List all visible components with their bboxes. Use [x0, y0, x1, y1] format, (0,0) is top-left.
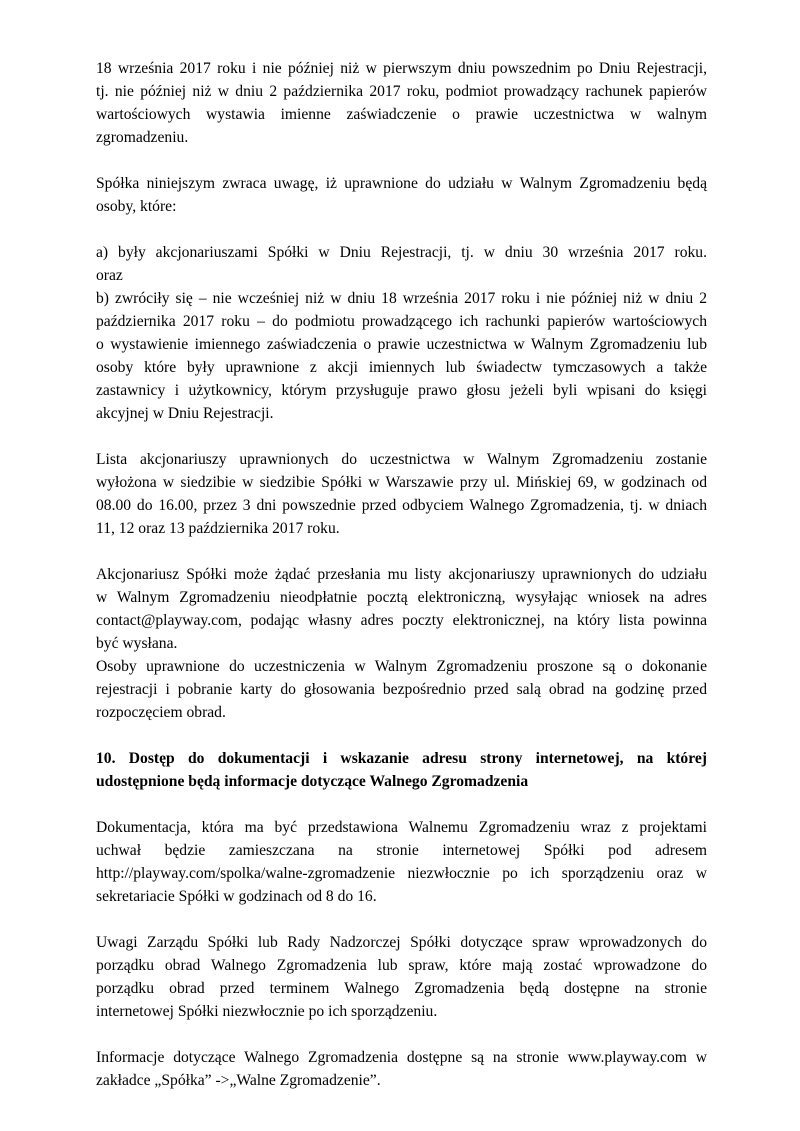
text-line: zakładce „Spółka” ->„Walne Zgromadzenie”. [96, 1072, 381, 1089]
paragraph-documentation [96, 816, 707, 908]
text-line: porządku obrad przed terminem Walnego Zgromadzenia będą dostępne na stronie [96, 980, 707, 997]
text-line: Lista akcjonariuszy uprawnionych do uczestnictwa w Walnym Zgromadzeniu zostanie [96, 451, 707, 468]
text-line: Uwagi Zarządu Spółki lub Rady Nadzorczej Spółki dotyczące spraw wprowadzonych do [96, 934, 707, 951]
text-line: Dokumentacja, która ma być przedstawiona Walnemu Zgromadzeniu wraz z projektami [96, 819, 707, 836]
heading-line: 10. Dostęp do dokumentacji i wskazanie adresu strony internetowej, na której [96, 750, 707, 767]
text-line: Spółka niniejszym zwraca uwagę, iż uprawnione do udziału w Walnym Zgromadzeniu będą [96, 175, 707, 192]
text-line: Akcjonariusz Spółki może żądać przesłania mu listy akcjonariuszy uprawnionych do udziału [96, 566, 707, 583]
text-line: osoby, które: [96, 198, 177, 215]
paragraph-list-request [96, 563, 707, 655]
text-line: uchwał będzie zamieszczana na stronie internetowej Spółki pod adresem [96, 842, 707, 859]
text-line: Osoby uprawnione do uczestniczenia w Walnym Zgromadzeniu proszone są o dokonanie [96, 658, 707, 675]
text-line: sekretariacie Spółki w godzinach od 8 do 16. [96, 888, 377, 905]
text-line: wyłożona w siedzibie w siedzibie Spółki w Warszawie przy ul. Mińskiej 69, w godzinach od [96, 474, 707, 491]
paragraph-eligibility-conditions [96, 241, 707, 425]
text-line: wartościowych wystawia imienne zaświadczenie o prawie uczestnictwa w walnym [96, 106, 707, 123]
document-page [96, 57, 707, 1115]
text-line: akcyjnej w Dniu Rejestracji. [96, 405, 274, 422]
text-line: contact@playway.com, podając własny adres poczty elektronicznej, na który lista powinna [96, 612, 707, 629]
text-line: 11, 12 oraz 13 października 2017 roku. [96, 520, 340, 537]
text-line: http://playway.com/spolka/walne-zgromadzenie niezwłocznie po ich sporządzeniu oraz w [96, 865, 707, 882]
text-line: rozpoczęciem obrad. [96, 704, 226, 721]
text-line: w Walnym Zgromadzeniu nieodpłatnie pocztą elektroniczną, wysyłając wniosek na adres [96, 589, 707, 606]
paragraph-shareholder-list [96, 448, 707, 540]
paragraph-eligibility-intro [96, 172, 707, 218]
paragraph-registration [96, 655, 707, 724]
text-line: Informacje dotyczące Walnego Zgromadzenia dostępne są na stronie www.playway.com w [96, 1049, 707, 1066]
text-line: zastawnicy i użytkownicy, którym przysługuje prawo głosu jeżeli byli wpisani do księgi [96, 382, 707, 399]
text-line: oraz [96, 267, 123, 284]
text-line: rejestracji i pobranie karty do głosowania bezpośrednio przed salą obrad na godzinę przed [96, 681, 707, 698]
heading-line: udostępnione będą informacje dotyczące Walnego Zgromadzenia [96, 773, 529, 790]
text-line: być wysłana. [96, 635, 178, 652]
text-line: zgromadzeniu. [96, 129, 189, 146]
text-line: osoby które były uprawnione z akcji imiennych lub świadectw tymczasowych a także [96, 359, 707, 376]
paragraph-record-date [96, 57, 707, 149]
paragraph-board-remarks [96, 931, 707, 1023]
text-line: o wystawienie imiennego zaświadczenia o prawie uczestnictwa w Walnym Zgromadzeniu lub [96, 336, 707, 353]
text-line: porządku obrad Walnego Zgromadzenia lub spraw, które mają zostać wprowadzone do [96, 957, 707, 974]
text-line: internetowej Spółki niezwłocznie po ich sporządzeniu. [96, 1003, 438, 1020]
text-line: 08.00 do 16.00, przez 3 dni powszednie przed odbyciem Walnego Zgromadzenia, tj. w dniach [96, 497, 707, 514]
section-heading [96, 747, 707, 793]
text-line: tj. nie później niż w dniu 2 października 2017 roku, podmiot prowadzący rachunek papierów [96, 83, 707, 100]
text-line: b) zwróciły się – nie wcześniej niż w dniu 18 września 2017 roku i nie później niż w dniu 2 [96, 290, 707, 307]
paragraph-website-info [96, 1046, 707, 1092]
text-line: a) były akcjonariuszami Spółki w Dniu Rejestracji, tj. w dniu 30 września 2017 roku. [96, 244, 707, 261]
text-line: 18 września 2017 roku i nie później niż w pierwszym dniu powszednim po Dniu Rejestracji, [96, 60, 707, 77]
text-line: października 2017 roku – do podmiotu prowadzącego ich rachunki papierów wartościowych [96, 313, 707, 330]
